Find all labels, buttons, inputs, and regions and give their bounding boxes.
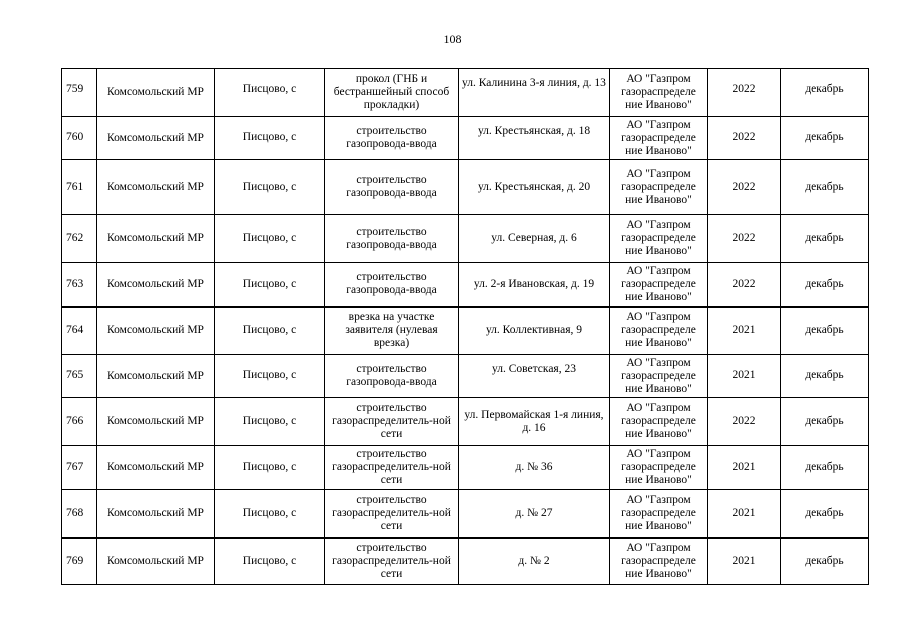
table-row — [62, 355, 869, 398]
locality-cell: Писцово, с — [215, 117, 325, 160]
work-type-cell: строительство газораспределитель-ной сети — [325, 538, 459, 585]
district-cell: Комсомольский МР — [97, 446, 215, 490]
work-type-cell: строительство газопровода-ввода — [325, 160, 459, 215]
address-cell: д. № 2 — [459, 538, 610, 585]
organization-cell: АО "Газпром газораспределе ние Иваново" — [610, 263, 708, 307]
table-row — [62, 398, 869, 446]
row-number-cell: 766 — [62, 398, 97, 446]
work-type-cell: строительство газораспределитель-ной сети — [325, 398, 459, 446]
organization-cell: АО "Газпром газораспределе ние Иваново" — [610, 446, 708, 490]
month-cell: декабрь — [781, 117, 869, 160]
work-type-cell: строительство газопровода-ввода — [325, 263, 459, 307]
district-cell: Комсомольский МР — [97, 307, 215, 355]
year-cell: 2021 — [708, 307, 781, 355]
table-row — [62, 263, 869, 307]
year-cell: 2022 — [708, 160, 781, 215]
row-number-cell: 763 — [62, 263, 97, 307]
address-cell: ул. 2-я Ивановская, д. 19 — [459, 263, 610, 307]
address-cell: д. № 27 — [459, 490, 610, 538]
locality-cell: Писцово, с — [215, 307, 325, 355]
month-cell: декабрь — [781, 307, 869, 355]
year-cell: 2021 — [708, 355, 781, 398]
work-type-cell: врезка на участке заявителя (нулевая врезка) — [325, 307, 459, 355]
table-row — [62, 446, 869, 490]
locality-cell: Писцово, с — [215, 538, 325, 585]
table-row — [62, 538, 869, 585]
table-row — [62, 117, 869, 160]
work-type-cell: прокол (ГНБ и бестраншейный способ прокладки) — [325, 69, 459, 117]
table-row — [62, 69, 869, 117]
work-type-cell: строительство газораспределитель-ной сети — [325, 490, 459, 538]
row-number-cell: 759 — [62, 69, 97, 117]
work-type-cell: строительство газораспределитель-ной сети — [325, 446, 459, 490]
organization-cell: АО "Газпром газораспределе ние Иваново" — [610, 490, 708, 538]
row-number-cell: 762 — [62, 215, 97, 263]
month-cell: декабрь — [781, 490, 869, 538]
locality-cell: Писцово, с — [215, 355, 325, 398]
month-cell: декабрь — [781, 355, 869, 398]
row-number-cell: 767 — [62, 446, 97, 490]
address-cell: д. № 36 — [459, 446, 610, 490]
organization-cell: АО "Газпром газораспределе ние Иваново" — [610, 355, 708, 398]
address-cell: ул. Первомайская 1-я линия, д. 16 — [459, 398, 610, 446]
locality-cell: Писцово, с — [215, 160, 325, 215]
month-cell: декабрь — [781, 160, 869, 215]
district-cell: Комсомольский МР — [97, 538, 215, 585]
row-number-cell: 760 — [62, 117, 97, 160]
month-cell: декабрь — [781, 215, 869, 263]
year-cell: 2022 — [708, 263, 781, 307]
organization-cell: АО "Газпром газораспределе ние Иваново" — [610, 215, 708, 263]
month-cell: декабрь — [781, 398, 869, 446]
district-cell: Комсомольский МР — [97, 490, 215, 538]
month-cell: декабрь — [781, 263, 869, 307]
year-cell: 2021 — [708, 490, 781, 538]
locality-cell: Писцово, с — [215, 69, 325, 117]
month-cell: декабрь — [781, 446, 869, 490]
address-cell: ул. Северная, д. 6 — [459, 215, 610, 263]
year-cell: 2022 — [708, 215, 781, 263]
year-cell: 2021 — [708, 538, 781, 585]
locality-cell: Писцово, с — [215, 263, 325, 307]
year-cell: 2022 — [708, 117, 781, 160]
table-row — [62, 215, 869, 263]
row-number-cell: 768 — [62, 490, 97, 538]
locality-cell: Писцово, с — [215, 215, 325, 263]
table-row — [62, 307, 869, 355]
year-cell: 2021 — [708, 446, 781, 490]
address-cell: ул. Калинина 3-я линия, д. 13 — [459, 69, 610, 117]
year-cell: 2022 — [708, 69, 781, 117]
table-body — [62, 69, 869, 585]
row-number-cell: 765 — [62, 355, 97, 398]
organization-cell: АО "Газпром газораспределе ние Иваново" — [610, 398, 708, 446]
page-number: 108 — [443, 32, 462, 46]
address-cell: ул. Советская, 23 — [459, 355, 610, 398]
work-type-cell: строительство газопровода-ввода — [325, 215, 459, 263]
month-cell: декабрь — [781, 538, 869, 585]
organization-cell: АО "Газпром газораспределе ние Иваново" — [610, 160, 708, 215]
organization-cell: АО "Газпром газораспределе ние Иваново" — [610, 538, 708, 585]
work-type-cell: строительство газопровода-ввода — [325, 355, 459, 398]
organization-cell: АО "Газпром газораспределе ние Иваново" — [610, 117, 708, 160]
table-row — [62, 160, 869, 215]
row-number-cell: 761 — [62, 160, 97, 215]
locality-cell: Писцово, с — [215, 446, 325, 490]
work-type-cell: строительство газопровода-ввода — [325, 117, 459, 160]
gas-works-table — [61, 68, 869, 585]
organization-cell: АО "Газпром газораспределе ние Иваново" — [610, 69, 708, 117]
district-cell: Комсомольский МР — [97, 117, 215, 160]
district-cell: Комсомольский МР — [97, 263, 215, 307]
row-number-cell: 764 — [62, 307, 97, 355]
address-cell: ул. Крестьянская, д. 18 — [459, 117, 610, 160]
address-cell: ул. Крестьянская, д. 20 — [459, 160, 610, 215]
district-cell: Комсомольский МР — [97, 69, 215, 117]
district-cell: Комсомольский МР — [97, 215, 215, 263]
locality-cell: Писцово, с — [215, 490, 325, 538]
district-cell: Комсомольский МР — [97, 355, 215, 398]
table-row — [62, 490, 869, 538]
district-cell: Комсомольский МР — [97, 160, 215, 215]
address-cell: ул. Коллективная, 9 — [459, 307, 610, 355]
year-cell: 2022 — [708, 398, 781, 446]
district-cell: Комсомольский МР — [97, 398, 215, 446]
month-cell: декабрь — [781, 69, 869, 117]
organization-cell: АО "Газпром газораспределе ние Иваново" — [610, 307, 708, 355]
locality-cell: Писцово, с — [215, 398, 325, 446]
row-number-cell: 769 — [62, 538, 97, 585]
